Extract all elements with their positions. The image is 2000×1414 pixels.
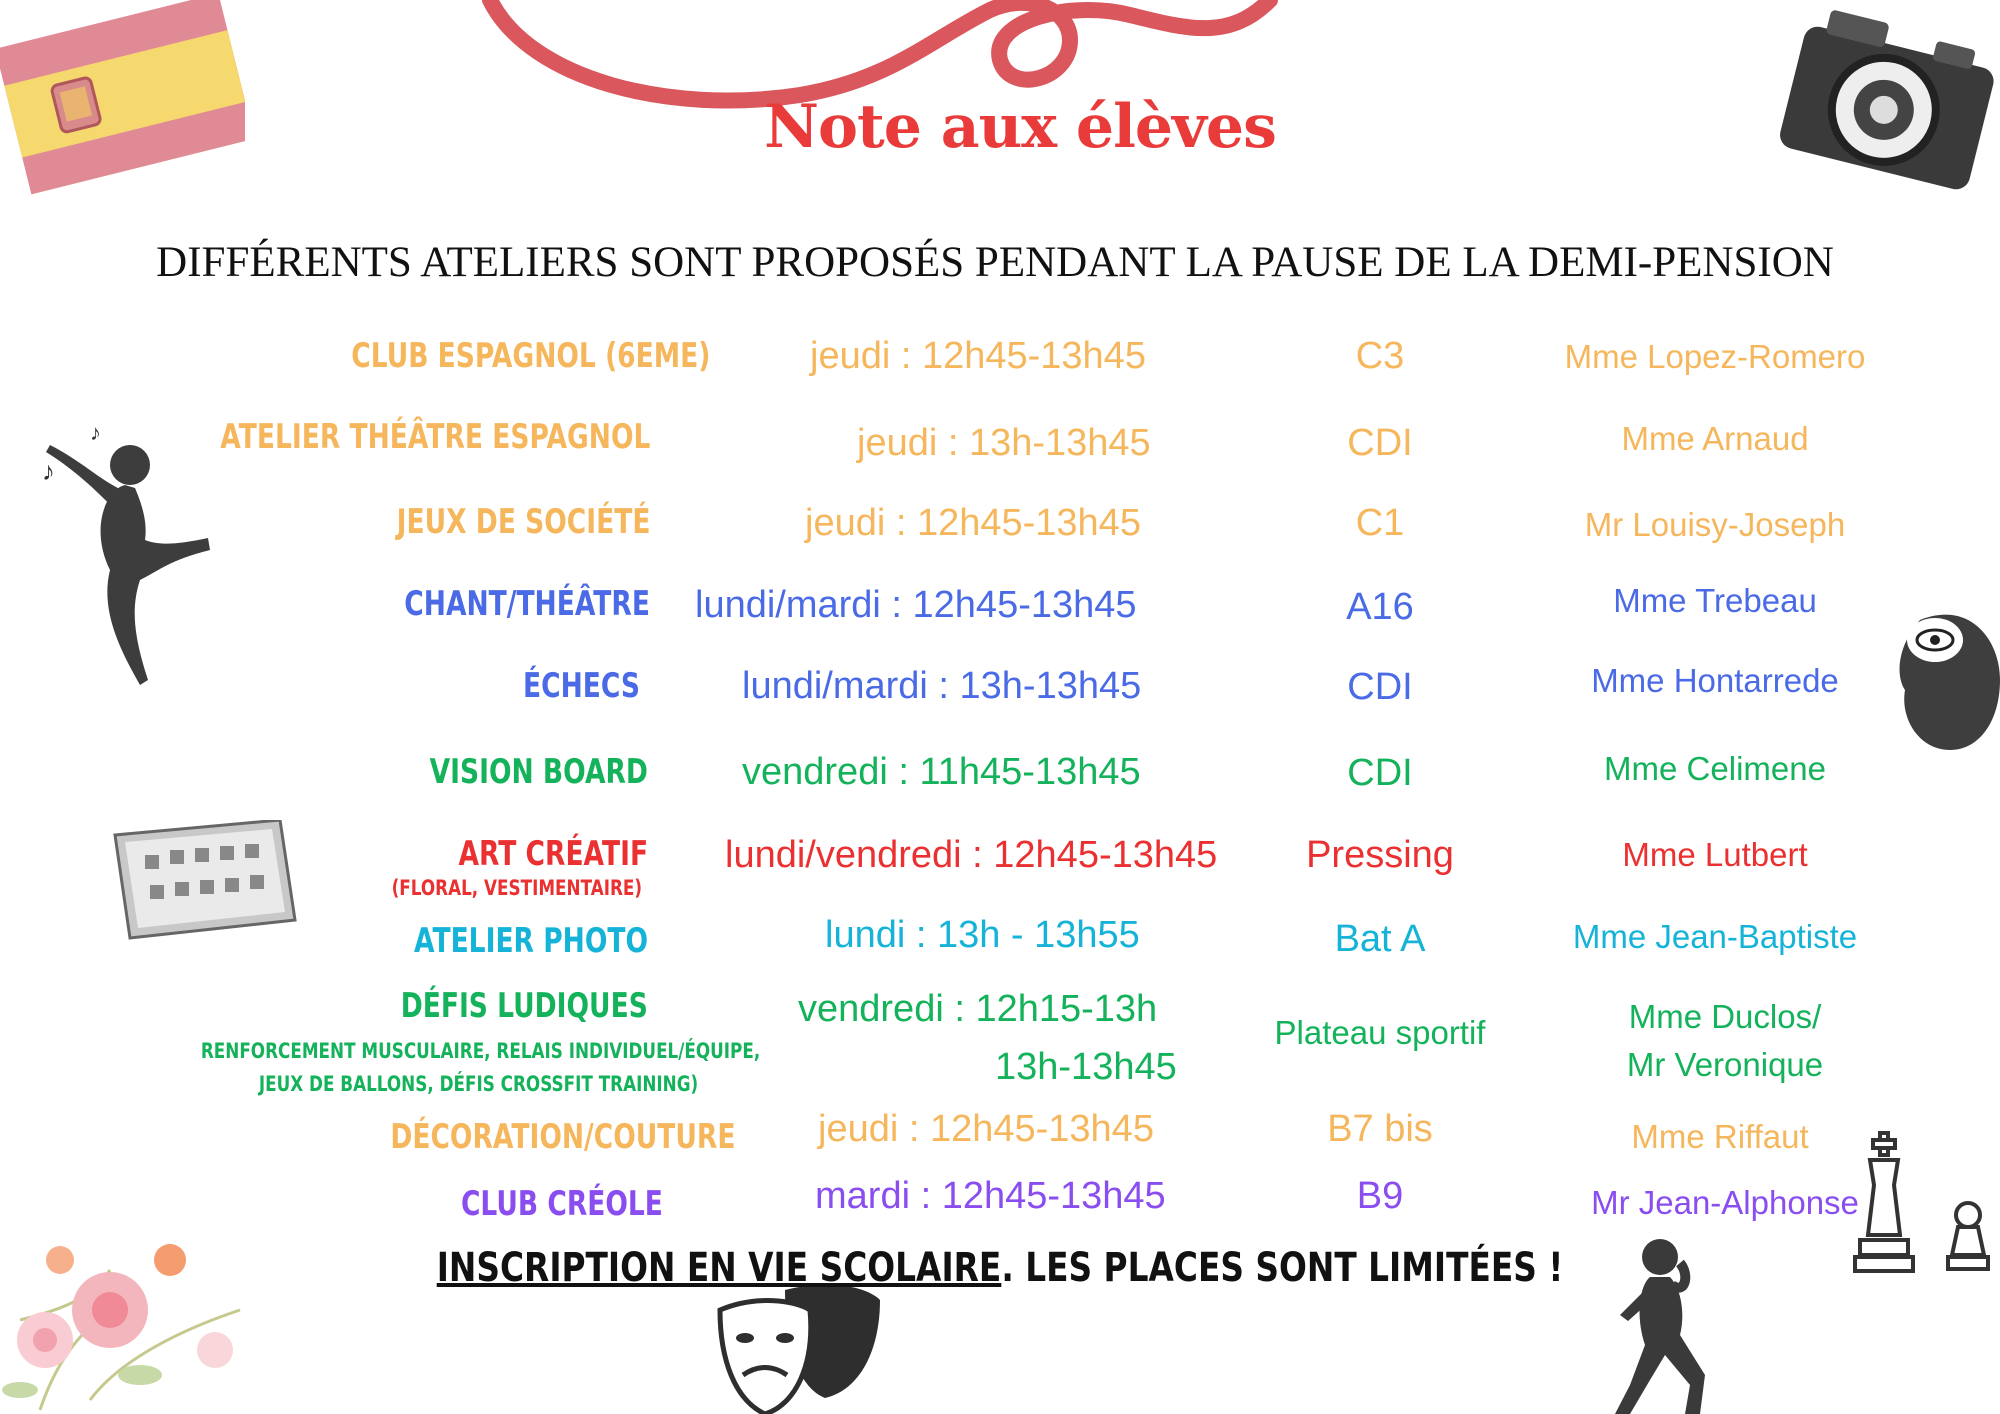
page-title: Note aux élèves [764,92,1276,162]
atelier-resp: Mr Jean-Alphonse [1591,1184,1859,1221]
atelier-name: CHANT/THÉÂTRE [404,584,650,624]
atelier-resp: Mme Riffaut [1631,1118,1809,1155]
atelier-name: DÉFIS LUDIQUES [400,986,648,1026]
atelier-name: ÉCHECS [523,666,640,706]
atelier-resp: Mme Hontarrede [1591,662,1839,699]
footer-rest: . LES PLACES SONT LIMITÉES ! [1001,1245,1564,1291]
atelier-time: 13h-13h45 [995,1046,1177,1088]
footer-underlined: INSCRIPTION EN VIE SCOLAIRE [436,1245,1002,1291]
atelier-name: ART CRÉATIF [458,834,648,874]
atelier-name: CLUB CRÉOLE [461,1184,663,1224]
atelier-room: CDI [1347,422,1413,464]
atelier-name: VISION BOARD [429,752,648,792]
atelier-time: lundi : 13h - 13h55 [825,914,1140,956]
flowers-icon [0,1200,290,1414]
svg-text:♪: ♪ [42,456,55,486]
atelier-resp: Mme Duclos/ [1628,998,1822,1035]
atelier-subtitle: RENFORCEMENT MUSCULAIRE, RELAIS INDIVIDUEL/ÉQUIPE, [200,1039,760,1063]
atelier-time: lundi/vendredi : 12h45-13h45 [725,834,1218,876]
atelier-name: CLUB ESPAGNOL (6EME) [350,336,710,376]
atelier-subtitle: JEUX DE BALLONS, DÉFIS CROSSFIT TRAINING) [258,1072,698,1096]
atelier-time: jeudi : 13h-13h45 [857,422,1151,464]
atelier-time: jeudi : 12h45-13h45 [805,502,1141,544]
atelier-time: mardi : 12h45-13h45 [815,1175,1166,1217]
atelier-room: A16 [1346,586,1414,628]
atelier-resp: Mme Celimene [1604,750,1826,787]
atelier-name: ATELIER PHOTO [413,921,648,961]
atelier-room: Bat A [1334,918,1426,960]
atelier-time: vendredi : 11h45-13h45 [742,751,1141,793]
atelier-resp: Mme Arnaud [1621,420,1809,457]
atelier-resp: Mme Jean-Baptiste [1572,918,1858,955]
atelier-name: ATELIER THÉÂTRE ESPAGNOL [219,417,650,457]
atelier-time: vendredi : 12h15-13h [798,988,1158,1030]
atelier-time: jeudi : 12h45-13h45 [818,1108,1154,1150]
atelier-time: lundi/mardi : 13h-13h45 [742,665,1142,707]
atelier-resp: Mme Lopez-Romero [1564,338,1866,375]
atelier-room: Pressing [1306,834,1454,876]
atelier-room: B9 [1356,1175,1404,1217]
atelier-room: C1 [1355,502,1405,544]
theater-masks-icon [715,1280,885,1414]
board-game-icon [110,820,300,940]
atelier-name: DÉCORATION/COUTURE [389,1117,735,1157]
atelier-resp: Mr Louisy-Joseph [1584,506,1846,543]
dancer-icon [30,420,220,690]
atelier-resp: Mme Lutbert [1622,836,1808,873]
atelier-room: CDI [1347,666,1413,708]
atelier-time: lundi/mardi : 12h45-13h45 [695,584,1137,626]
atelier-room: C3 [1355,335,1405,377]
atelier-room: CDI [1347,752,1413,794]
atelier-room: Plateau sportif [1274,1014,1486,1051]
footer-note [180,1245,1820,1291]
atelier-resp: Mme Trebeau [1613,582,1817,619]
atelier-name: JEUX DE SOCIÉTÉ [396,502,650,542]
atelier-subtitle: (FLORAL, VESTIMENTAIRE) [391,876,642,900]
page-subtitle: DIFFÉRENTS ATELIERS SONT PROPOSÉS PENDANT LA PAUSE DE LA DEMI-PENSION [156,239,1834,286]
atelier-time: jeudi : 12h45-13h45 [810,335,1146,377]
atelier-room: B7 bis [1327,1108,1433,1150]
svg-text:♪: ♪ [90,420,101,445]
atelier-resp: Mr Veronique [1626,1046,1824,1083]
